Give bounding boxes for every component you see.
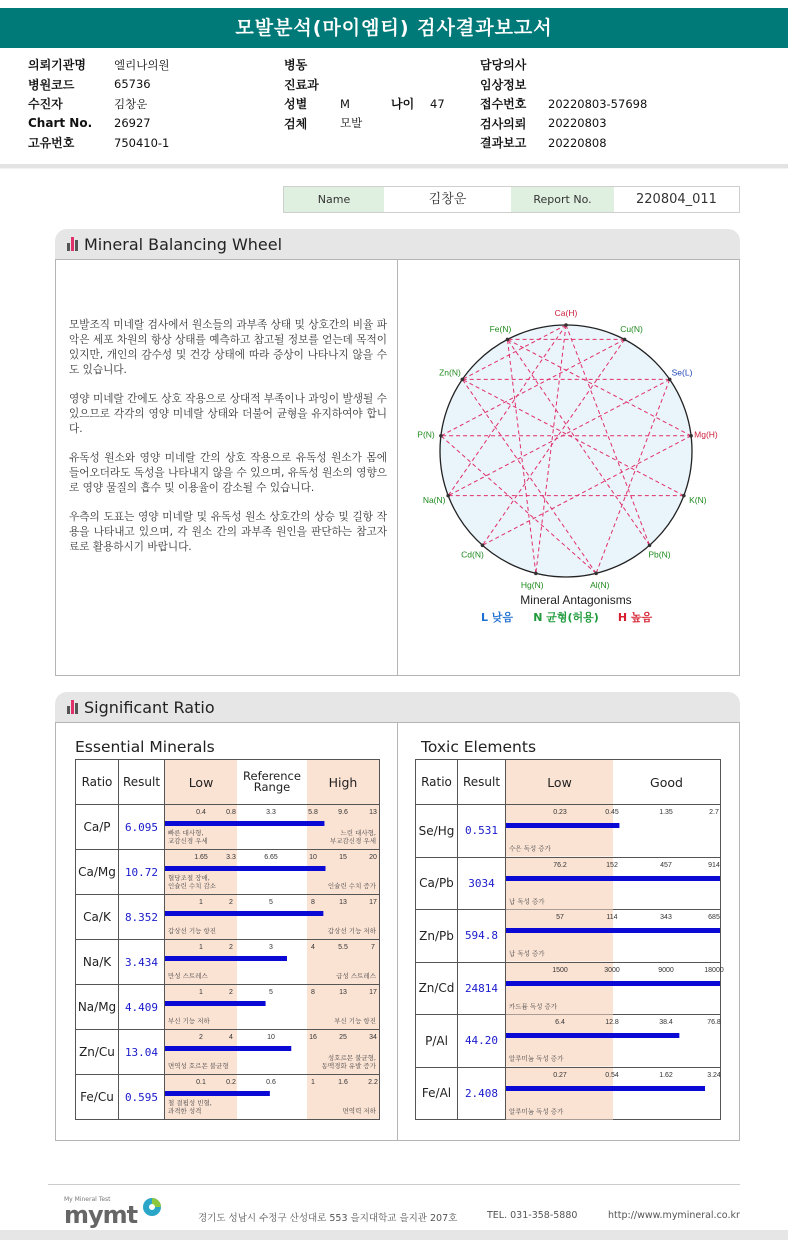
wheel-node-label: Al(N) xyxy=(590,579,610,590)
tick-label: 0.23 xyxy=(553,809,567,816)
ratio-header: Ratio xyxy=(416,760,458,805)
wheel-node-dot xyxy=(594,572,598,576)
wheel-node-dot xyxy=(446,494,450,498)
wheel-node-dot xyxy=(648,544,652,548)
wheel-node-dot xyxy=(668,378,672,382)
receipt-no-value: 20220803-57698 xyxy=(548,96,648,111)
tick-label: 0.54 xyxy=(605,1071,619,1079)
tick-label: 4 xyxy=(311,944,315,951)
wheel-section-header xyxy=(55,229,740,259)
tick-label: 38.4 xyxy=(659,1019,673,1026)
high-interpretation: 동맥경화 유발 증가 xyxy=(321,1062,376,1070)
tick-label: 17 xyxy=(369,899,377,906)
report-title: 모발분석(마이엠티) 검사결과보고서 xyxy=(0,8,788,48)
low-interpretation: 교감신경 우세 xyxy=(168,837,208,845)
ratio-bar-cell xyxy=(165,1030,380,1075)
ratio-name: Ca/K xyxy=(76,895,119,940)
ratio-bar xyxy=(165,866,326,871)
high-interpretation: 면역력 저하 xyxy=(342,1107,376,1115)
name-report-box xyxy=(283,186,740,213)
essential-minerals-table xyxy=(75,759,380,1120)
ratio-bar-cell xyxy=(165,850,380,895)
tick-label: 13 xyxy=(339,899,347,906)
ratio-bar xyxy=(506,823,619,828)
low-interpretation: 과격한 성격 xyxy=(168,1107,202,1115)
tick-label: 25 xyxy=(339,1034,347,1041)
low-interpretation: 철 결핍성 빈혈, xyxy=(168,1099,212,1107)
clinical-info-label: 임상정보 xyxy=(480,77,527,92)
ratio-row xyxy=(416,910,721,963)
low-interpretation: 카드뮴 독성 증가 xyxy=(509,1002,558,1010)
hospital-code-label: 병원코드 xyxy=(28,77,75,92)
ratio-result: 24814 xyxy=(458,962,506,1015)
tick-label: 6.65 xyxy=(264,854,278,861)
legend-item: N 균형(허용) xyxy=(533,611,599,624)
essential-minerals-title: Essential Minerals xyxy=(75,738,215,756)
tick-label: 0.8 xyxy=(226,809,236,816)
low-interpretation: 수은 독성 증가 xyxy=(509,844,551,853)
info-column-3 xyxy=(480,55,647,153)
bar-chart-icon xyxy=(67,237,78,251)
report-date-label: 결과보고 xyxy=(480,136,527,151)
ratio-result: 8.352 xyxy=(119,895,165,940)
header-separator-light xyxy=(0,168,788,169)
tick-label: 8 xyxy=(311,899,315,906)
ratio-row xyxy=(416,1015,721,1068)
ratio-row xyxy=(416,805,721,858)
good-header: Good xyxy=(650,774,683,790)
reference-range-header: Reference Range xyxy=(243,769,301,794)
doctor-label: 담당의사 xyxy=(480,58,527,73)
tick-label: 10 xyxy=(309,854,317,861)
ratio-row xyxy=(76,940,380,985)
hospital-code-value: 65736 xyxy=(114,77,151,92)
mineral-wheel xyxy=(399,260,739,675)
tick-label: 15 xyxy=(339,854,347,861)
tick-label: 914 xyxy=(708,861,720,869)
footer-tel: TEL. 031-358-5880 xyxy=(487,1210,578,1221)
ratio-section-box xyxy=(55,722,740,1141)
range-header xyxy=(165,760,380,805)
tick-label: 0.45 xyxy=(605,809,619,816)
logo-tagline: My Mineral Test xyxy=(64,1196,111,1203)
high-interpretation: 인슐린 수치 증가 xyxy=(327,882,376,890)
ratio-bar-chart xyxy=(165,805,379,849)
low-interpretation: 인슐린 수치 감소 xyxy=(168,882,217,890)
patient-value: 김창운 xyxy=(114,96,148,111)
wheel-node-dot xyxy=(481,544,485,548)
wheel-node-label: K(N) xyxy=(689,494,707,505)
tick-label: 17 xyxy=(369,989,377,996)
report-date-value: 20220808 xyxy=(548,135,607,150)
tick-label: 0.1 xyxy=(196,1079,206,1086)
report-no-value: 220804_011 xyxy=(614,187,739,212)
tick-label: 1500 xyxy=(552,966,568,974)
footer-address: 경기도 성남시 수정구 산성대로 553 을지대학교 을지관 207호 xyxy=(198,1213,458,1224)
ratio-name: Zn/Cu xyxy=(76,1030,119,1075)
low-interpretation: 납 독성 증가 xyxy=(509,897,545,905)
chart-no-value: 26927 xyxy=(114,116,151,131)
ratio-name: Zn/Pb xyxy=(416,910,458,963)
wheel-node-dot xyxy=(564,323,568,327)
logo-drop-icon xyxy=(142,1195,162,1217)
request-date-value: 20220803 xyxy=(548,116,607,131)
footer-url[interactable]: http://www.mymineral.co.kr xyxy=(608,1210,740,1221)
ratio-header: Ratio xyxy=(76,760,119,805)
low-interpretation: 부신 기능 저하 xyxy=(168,1017,210,1025)
ratio-name: Se/Hg xyxy=(416,805,458,858)
unique-no-value: 750410-1 xyxy=(114,135,170,150)
ratio-bar xyxy=(165,821,324,826)
tick-label: 8 xyxy=(311,989,315,996)
wheel-circle xyxy=(440,325,692,577)
ratio-name: Na/Mg xyxy=(76,985,119,1030)
tick-label: 0.2 xyxy=(226,1079,236,1086)
tick-label: 1 xyxy=(199,899,203,906)
ratio-bar-cell xyxy=(165,940,380,985)
chart-no-label: Chart No. xyxy=(28,116,93,131)
ratio-result: 3.434 xyxy=(119,940,165,985)
ratio-bar-chart xyxy=(165,1075,379,1119)
ratio-name: Zn/Cd xyxy=(416,962,458,1015)
ratio-bar-cell xyxy=(506,962,724,1015)
ratio-result: 0.531 xyxy=(458,805,506,858)
tick-label: 685 xyxy=(708,914,720,921)
ratio-result: 6.095 xyxy=(119,805,165,850)
ratio-result: 3034 xyxy=(458,857,506,910)
tick-label: 2 xyxy=(229,944,233,951)
toxic-elements-table xyxy=(415,759,724,1120)
wheel-section-box xyxy=(55,259,740,676)
low-interpretation: 빠른 대사형, xyxy=(168,829,204,837)
ratio-row xyxy=(76,1075,380,1120)
specimen-label: 검체 xyxy=(284,116,308,131)
low-header: Low xyxy=(165,760,237,804)
ratio-bar xyxy=(165,911,323,916)
tick-label: 152 xyxy=(606,861,618,869)
wheel-node-dot xyxy=(439,434,443,438)
ratio-bar xyxy=(506,1086,705,1091)
tick-label: 3.3 xyxy=(226,854,236,861)
wheel-node-dot xyxy=(506,338,510,342)
patient-label: 수진자 xyxy=(28,97,63,112)
wheel-node-label: Cu(N) xyxy=(620,323,643,334)
low-interpretation: 갑상선 기능 항진 xyxy=(168,927,217,935)
ratio-bar-cell xyxy=(165,985,380,1030)
report-no-label: Report No. xyxy=(511,187,614,212)
tick-label: 2 xyxy=(229,989,233,996)
tick-label: 3000 xyxy=(604,966,620,974)
tick-label: 457 xyxy=(660,861,672,869)
wheel-node-label: Hg(N) xyxy=(520,579,544,590)
tick-label: 5 xyxy=(269,899,273,906)
ratio-bar-chart xyxy=(165,940,379,984)
ratio-bar-chart xyxy=(506,1068,720,1120)
age-value: 47 xyxy=(430,96,445,111)
ratio-row xyxy=(416,857,721,910)
ratio-bar-chart xyxy=(506,858,720,910)
ratio-bar-chart xyxy=(506,910,720,962)
tick-label: 76.8 xyxy=(707,1019,721,1026)
info-column-2 xyxy=(284,55,445,133)
ratio-bar xyxy=(506,981,720,986)
wheel-node-label: Se(L) xyxy=(671,367,693,378)
tick-label: 3 xyxy=(269,944,273,951)
tick-label: 4 xyxy=(229,1034,233,1041)
tick-label: 6.4 xyxy=(555,1019,565,1026)
ratio-bar xyxy=(506,1033,679,1038)
low-interpretation: 알루미늄 독성 증가 xyxy=(509,1107,564,1115)
toxic-elements-title: Toxic Elements xyxy=(421,738,537,756)
wheel-node-label: Ca(H) xyxy=(554,308,578,318)
tick-label: 3.3 xyxy=(266,809,276,816)
ratio-bar-chart xyxy=(506,805,720,857)
tick-label: 1 xyxy=(199,944,203,951)
tick-label: 2 xyxy=(229,899,233,906)
ratio-bar-chart xyxy=(165,1030,379,1074)
wheel-node-label: Pb(N) xyxy=(648,549,671,560)
info-column-1 xyxy=(28,55,170,153)
tick-label: 1 xyxy=(199,989,203,996)
ratio-bar xyxy=(506,876,720,881)
wheel-caption: Mineral Antagonisms xyxy=(520,593,632,607)
legend-item: L 낮음 xyxy=(480,611,514,624)
tick-label: 13 xyxy=(369,809,377,816)
tick-label: 0.6 xyxy=(266,1079,276,1086)
ratio-bar-chart xyxy=(506,963,724,1015)
description-paragraph: 유독성 원소와 영양 미네랄 간의 상호 작용으로 유독성 원소가 몸에 들어오더라도 독성을 나타내지 않을 수 있으며, 유독성 원소의 영향으로 영양 물질의 흡수 및 이용율이 감소될 수 있습니다. xyxy=(69,452,387,494)
ratio-row xyxy=(76,805,380,850)
tick-label: 3.24 xyxy=(707,1071,721,1079)
age-label: 나이 xyxy=(391,97,415,112)
ratio-result: 2.408 xyxy=(458,1067,506,1120)
ratio-name: P/Al xyxy=(416,1015,458,1068)
wheel-description xyxy=(69,318,387,569)
department-label: 진료과 xyxy=(284,77,319,92)
client-value: 엘리나의원 xyxy=(114,57,170,72)
ward-label: 병동 xyxy=(284,58,308,73)
tick-label: 10 xyxy=(267,1034,275,1041)
result-header: Result xyxy=(458,760,506,805)
tick-label: 16 xyxy=(309,1034,317,1041)
specimen-value: 모발 xyxy=(340,116,363,131)
receipt-no-label: 접수번호 xyxy=(480,97,527,112)
ratio-result: 594.8 xyxy=(458,910,506,963)
tick-label: 1.6 xyxy=(338,1079,348,1086)
low-interpretation: 면역성 호르몬 불균형 xyxy=(168,1062,229,1070)
tick-label: 114 xyxy=(606,914,618,921)
tick-label: 7 xyxy=(371,944,375,951)
ratio-bar-cell xyxy=(165,1075,380,1120)
low-interpretation: 혈당조절 장애, xyxy=(168,874,210,882)
high-interpretation: 성호르몬 불균형, xyxy=(327,1054,376,1062)
tick-label: 1 xyxy=(311,1079,315,1086)
tick-label: 34 xyxy=(369,1034,377,1041)
ratio-section-title: Significant Ratio xyxy=(84,697,215,717)
ratio-name: Ca/Pb xyxy=(416,857,458,910)
high-interpretation: 느린 대사형, xyxy=(340,829,376,837)
description-paragraph: 영양 미네랄 간에도 상호 작용으로 상대적 부족이나 과잉이 발생될 수 있으므로 각각의 영양 미네랄 상태와 더불어 균형을 유지하여야 합니다. xyxy=(69,393,387,435)
name-value: 김창운 xyxy=(384,187,511,212)
mymt-logo: mymt xyxy=(64,1201,138,1229)
wheel-node-label: Cd(N) xyxy=(461,549,484,560)
sex-value: M xyxy=(340,96,350,111)
bottom-band xyxy=(0,1230,788,1240)
ratio-result: 13.04 xyxy=(119,1030,165,1075)
tick-label: 5.5 xyxy=(338,944,348,951)
ratio-bar-cell xyxy=(506,1067,721,1120)
wheel-node-dot xyxy=(682,494,686,498)
wheel-node-label: P(N) xyxy=(417,429,435,440)
ratio-name: Fe/Al xyxy=(416,1067,458,1120)
ratio-name: Ca/Mg xyxy=(76,850,119,895)
range-header xyxy=(506,760,721,805)
tick-label: 1.65 xyxy=(194,854,208,861)
tick-label: 9000 xyxy=(658,966,674,974)
ratio-row xyxy=(416,1067,721,1120)
high-interpretation: 급성 스트레스 xyxy=(336,972,376,980)
ratio-bar-cell xyxy=(506,857,721,910)
low-header: Low xyxy=(506,760,613,804)
unique-no-label: 고유번호 xyxy=(28,136,75,151)
ratio-divider xyxy=(397,723,398,1140)
wheel-section-title: Mineral Balancing Wheel xyxy=(84,234,283,254)
wheel-node-label: Na(N) xyxy=(422,494,446,505)
tick-label: 5.8 xyxy=(308,809,318,816)
result-header: Result xyxy=(119,760,165,805)
ratio-row xyxy=(76,1030,380,1075)
ratio-bar-cell xyxy=(506,910,721,963)
request-date-label: 검사의뢰 xyxy=(480,116,527,131)
tick-label: 1.62 xyxy=(659,1071,673,1079)
ratio-row xyxy=(76,895,380,940)
wheel-node-dot xyxy=(534,572,538,576)
tick-label: 0.27 xyxy=(553,1071,567,1079)
ratio-row xyxy=(76,985,380,1030)
tick-label: 76.2 xyxy=(553,861,567,869)
description-paragraph: 모발조직 미네랄 검사에서 원소들의 과부족 상태 및 상호간의 비율 파악은 세포 차원의 항상 상태를 예측하고 참고될 정보를 얻는데 목적이 있지만, 개인의 감수성 및 건강 상태에 따라 증상이 나타나지 않을 수도 있습니다. xyxy=(69,319,387,376)
ratio-result: 4.409 xyxy=(119,985,165,1030)
high-interpretation: 갑상선 기능 저하 xyxy=(327,927,376,935)
ratio-bar xyxy=(165,956,287,961)
wheel-divider xyxy=(397,260,398,675)
ratio-bar-cell xyxy=(165,895,380,940)
wheel-node-label: Mg(H) xyxy=(694,429,718,440)
ratio-bar-cell xyxy=(165,805,380,850)
ratio-row xyxy=(76,850,380,895)
client-label: 의뢰기관명 xyxy=(28,58,86,73)
bar-chart-icon xyxy=(67,700,78,714)
low-interpretation: 만성 스트레스 xyxy=(168,972,208,980)
ratio-result: 0.595 xyxy=(119,1075,165,1120)
name-label: Name xyxy=(284,187,384,212)
wheel-node-label: Fe(N) xyxy=(489,323,512,334)
ratio-bar-chart xyxy=(165,985,379,1029)
wheel-node-dot xyxy=(689,434,693,438)
tick-label: 5 xyxy=(269,989,273,996)
wheel-node-label: Zn(N) xyxy=(439,367,461,378)
ratio-name: Fe/Cu xyxy=(76,1075,119,1120)
high-header: High xyxy=(307,760,379,804)
ratio-bar xyxy=(165,1001,266,1006)
ratio-result: 44.20 xyxy=(458,1015,506,1068)
ratio-bar-cell xyxy=(506,1015,721,1068)
tick-label: 20 xyxy=(369,854,377,861)
ratio-name: Ca/P xyxy=(76,805,119,850)
ratio-bar xyxy=(506,928,720,933)
description-paragraph: 우측의 도표는 영양 미네랄 및 유독성 원소 상호간의 상승 및 길항 작용을 나타내고 있으며, 각 원소 간의 과부족 원인을 판단하는 참고자료로 활용하시기 바랍니다. xyxy=(69,511,387,553)
legend-item: H 높음 xyxy=(617,611,653,624)
ratio-bar xyxy=(165,1046,291,1051)
tick-label: 2.2 xyxy=(368,1079,378,1086)
tick-label: 2 xyxy=(199,1034,203,1041)
tick-label: 57 xyxy=(556,914,564,921)
ratio-section-header xyxy=(55,692,740,722)
high-interpretation: 부신 기능 항진 xyxy=(334,1017,376,1025)
wheel-node-dot xyxy=(623,338,627,342)
tick-label: 18000 xyxy=(704,966,724,974)
low-interpretation: 알루미늄 독성 증가 xyxy=(509,1054,564,1063)
tick-label: 9.6 xyxy=(338,809,348,816)
tick-label: 13 xyxy=(339,989,347,996)
ratio-result: 10.72 xyxy=(119,850,165,895)
tick-label: 343 xyxy=(660,914,672,921)
ratio-bar-chart xyxy=(165,895,379,939)
high-interpretation: 부교감신경 우세 xyxy=(329,837,376,845)
wheel-node-dot xyxy=(461,378,465,382)
ratio-bar xyxy=(165,1091,270,1096)
tick-label: 1.35 xyxy=(659,809,673,816)
low-interpretation: 납 독성 증가 xyxy=(509,949,545,958)
ratio-name: Na/K xyxy=(76,940,119,985)
ratio-bar-chart xyxy=(506,1015,720,1067)
ratio-bar-cell xyxy=(506,805,721,858)
ratio-bar-chart xyxy=(165,850,379,894)
tick-label: 2.7 xyxy=(709,809,719,816)
tick-label: 12.8 xyxy=(605,1019,619,1026)
footer-line xyxy=(48,1184,740,1185)
sex-label: 성별 xyxy=(284,97,308,112)
ratio-row xyxy=(416,962,721,1015)
tick-label: 0.4 xyxy=(196,809,206,816)
